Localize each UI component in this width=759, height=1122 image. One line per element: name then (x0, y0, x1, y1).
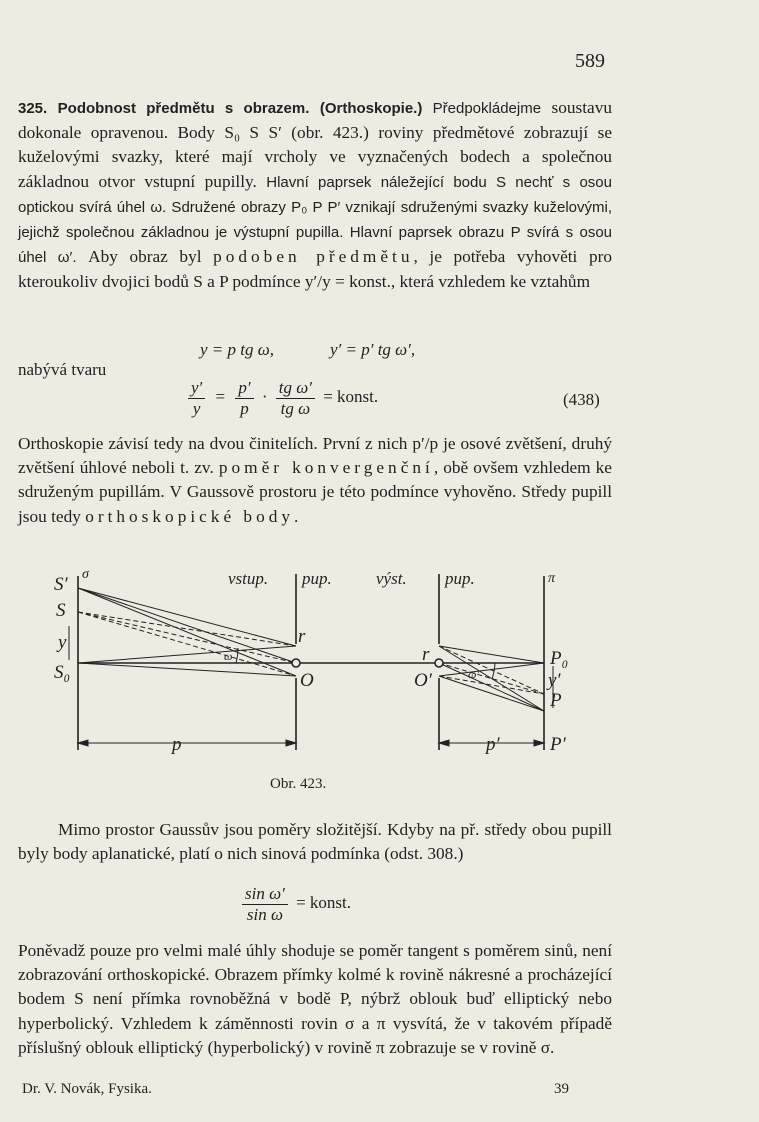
para1-spaced-emphasis: podoben předmětu (213, 247, 414, 267)
para1-a: Aby obraz byl (76, 247, 214, 267)
label-S0: S₀ (54, 662, 71, 683)
orthoskopie-paragraph: Orthoskopie závisí tedy na dvou činitelích. První z nich p′/p je osové zvětšení, druhý zvětšení úhlové neboli t. zv. poměr konvergenční, obě ovšem vzhledem ke sdruženým pupillám. V Gaussově prostoru je této podmínce vyhověno. Středy pupill jsou tedy orthoskopické body. (18, 434, 612, 526)
fraction-tan: $\frac{\text{tg ω′}}{\text{tg ω}}$ (276, 378, 315, 419)
page-number: 589 (575, 50, 605, 72)
tangent-sine-paragraph: Poněvadž pouze pro velmi malé úhly shoduje se poměr tangent s poměrem sinů, není zobrazování orthoskopické. Obrazem přímky kolmé k rovině nákresné a procházející bodem S není přímka rovnoběžná v bodě P, nýbrž oblouk buď elliptický nebo hyperbolický. Vzhledem k zámĕnnosti rovin σ a π vysvítá, že v takovém případě příslušný oblouk elliptický (hyperbolický) v rovině π zobrazuje se v rovině σ. (18, 941, 612, 1057)
label-pup-2: pup. (445, 569, 475, 588)
label-vstup: vstup. (228, 569, 269, 588)
equation-438: $\frac{y'}{y}$ = $\frac{p'}{p}$ · $\frac{\text{tg ω′}}{\text{tg ω}}$ = konst. (188, 378, 378, 419)
para1-text: soustavu dokonale opravenou. Body S₀ S S′ (obr. 423.) roviny předmětové zobrazují se kuželovými svazky, které mají vrcholy ve vyznačených bodech a společnou základnou otvor vstupní pupilly. (18, 98, 612, 191)
label-O-prime: O′ (414, 670, 432, 691)
label-sigma: σ (82, 567, 89, 582)
label-y-prime: y′ (548, 670, 561, 691)
equation-yprime-tan: y′ = p′ tg ω′, (330, 340, 416, 359)
section-number: 325. (18, 100, 48, 117)
label-vyst: výst. (376, 569, 407, 588)
label-P: P (550, 690, 562, 711)
label-omega-prime: ω′ (468, 667, 480, 681)
label-S: S (56, 600, 66, 621)
label-pup-1: pup. (302, 569, 332, 588)
point-O (292, 659, 300, 667)
label-P0: P₀ (550, 648, 569, 669)
para1-sans-text: Hlavní paprsek náležející bodu S nechť s osou optickou svírá úhel ω. Sdružené obrazy P₀ P P′ vznikají sdruženými svazky kuželovými, jejichž společnou základnou je výstupní pupilla. Hlavní paprsek obrazu P svírá s osou úhel ω′. (18, 173, 612, 267)
section-title: Podobnost předmětu s obrazem. (57, 100, 310, 117)
equation-y-tan: y = p tg ω, (200, 340, 274, 359)
emphasis-orthoskopicke: orthoskopické body (85, 506, 294, 526)
label-S-prime: S′ (54, 574, 68, 595)
section-title-paren: (Orthoskopie.) (319, 100, 423, 117)
page-footer (22, 1081, 582, 1098)
footer-author: Dr. V. Novák, Fysika. (22, 1081, 152, 1097)
label-r-2: r (422, 644, 430, 665)
section-325-paragraph (18, 96, 612, 295)
label-r-1: r (298, 626, 306, 647)
figure-423 (40, 560, 620, 770)
emphasis-konvergencni: poměr konvergenční (218, 458, 434, 478)
footer-sheet-number: 39 (554, 1081, 569, 1097)
gauss-space-paragraph: Mimo prostor Gaussův jsou poměry složitější. Kdyby na př. středy obou pupill byly body aplanatické, platí o nich sinová podmínka (odst. 308.) (18, 820, 612, 864)
label-y: y (58, 632, 67, 653)
sine-fraction-numerator: sin ω′ (242, 884, 288, 905)
point-O-prime (435, 659, 443, 667)
equation-prefix: nabývá tvaru (18, 360, 107, 379)
sine-condition-rhs: = konst. (296, 893, 351, 913)
label-p-prime: p′ (486, 734, 500, 755)
label-O: O (300, 670, 314, 691)
figure-caption: Obr. 423. (270, 776, 327, 792)
fraction-p: $\frac{p'}{p}$ (235, 378, 253, 419)
equation-sine-condition (242, 884, 351, 925)
label-P-prime: P′ (550, 734, 566, 755)
equation-rhs: = konst. (323, 387, 379, 407)
section-lead: Předpokládejme (422, 100, 542, 117)
equation-number: (438) (563, 390, 600, 409)
label-omega: ω (224, 649, 233, 663)
label-p: p (172, 734, 182, 755)
sine-fraction-denominator: sin ω (246, 905, 283, 924)
para1-b: , je potřeba vyhověti pro kteroukoliv dvojici bodů S a P podmínce y′/y = konst., která vzhledem ke vztahům (18, 247, 612, 292)
fraction-y: $\frac{y'}{y}$ (188, 378, 205, 419)
label-pi: π (548, 571, 556, 586)
